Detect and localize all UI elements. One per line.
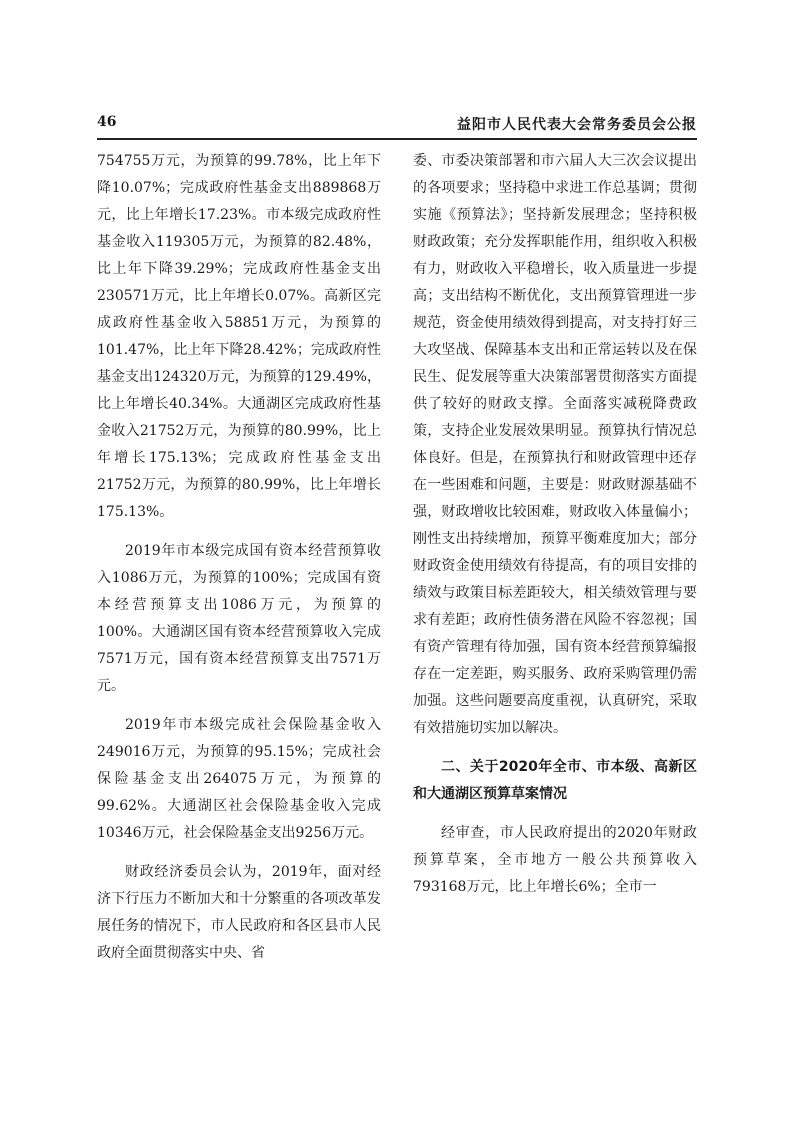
header-rule (97, 138, 697, 140)
left-column (97, 148, 381, 967)
right-column (413, 148, 697, 901)
paragraph-state-capital: 2019年市本级完成国有资本经营预算收入1086万元，为预算的100%；完成国有资本经营预算支出1086万元，为预算的100%。大通湖区国有资本经营预算收入完成7571万元，国有资本经营预算支出7571万元。 (97, 543, 381, 694)
paragraph-social-insurance: 2019年市本级完成社会保险基金收入249016万元，为预算的95.15%；完成社会保险基金支出264075万元，为预算的99.62%。大通湖区社会保险基金收入完成10346万元，社会保险基金支出9256万元。 (97, 717, 381, 841)
journal-title: 益阳市人民代表大会常务委员会公报 (457, 117, 697, 133)
section-heading: 二、关于2020年全市、市本级、高新区和大通湖区预算草案情况 (413, 759, 697, 802)
paragraph-committee-view: 财政经济委员会认为，2019年，面对经济下行压力不断加大和十分繁重的各项改革发展任务的情况下，市人民政府和各区县市人民政府全面贯彻落实中央、省 (97, 864, 381, 961)
paragraph-fund-revenue: 754755万元，为预算的99.78%，比上年下降10.07%；完成政府性基金支出889868万元，比上年增长17.23%。市本级完成政府性基金收入119305万元，为预算的82.48%，比上年下降39.29%；完成政府性基金支出230571万元，比上年增长0.07%。高新区完成政府性基金收入58851万元，为预算的101.47%，比上年下降28.42%；完成政府性基金支出124320万元，为预算的129.49%，比上年增长40.34%。大通湖区完成政府性基金收入21752万元，为预算的80.99%，比上年增长175.13%；完成政府性基金支出21752万元，为预算的80.99%，比上年增长175.13%。 (97, 153, 381, 520)
paragraph-budget-draft: 经审查，市人民政府提出的2020年财政预算草案，全市地方一般公共预算收入793168万元，比上年增长6%；全市一 (413, 825, 697, 895)
page-number: 46 (97, 114, 117, 130)
page-header (97, 114, 697, 134)
paragraph-committee-view-cont: 委、市委决策部署和市六届人大三次会议提出的各项要求；坚持稳中求进工作总基调；贯彻实施《预算法》；坚持新发展理念；坚持积极财政政策；充分发挥职能作用，组织收入积极有力，财政收入平稳增长，收入质量进一步提高；支出结构不断优化，支出预算管理进一步规范，资金使用绩效得到提高，对支持打好三大攻坚战、保障基本支出和正常运转以及在保民生、促发展等重大决策部署贯彻落实方面提供了较好的财政支撑。全面落实减税降费政策，支持企业发展效果明显。预算执行情况总体良好。但是，在预算执行和财政管理中还存在一些困难和问题，主要是：财政财源基础不强，财政增收比较困难，财政收入体量偏小；刚性支出持续增加，预算平衡难度加大；部分财政资金使用绩效有待提高，有的项目安排的绩效与政策目标差距较大，相关绩效管理与要求有差距；政府性债务潜在风险不容忽视；国有资产管理有待加强，国有资本经营预算编报存在一定差距，购买服务、政府采购管理仍需加强。这些问题要高度重视，认真研究，采取有效措施切实加以解决。 (413, 153, 697, 736)
